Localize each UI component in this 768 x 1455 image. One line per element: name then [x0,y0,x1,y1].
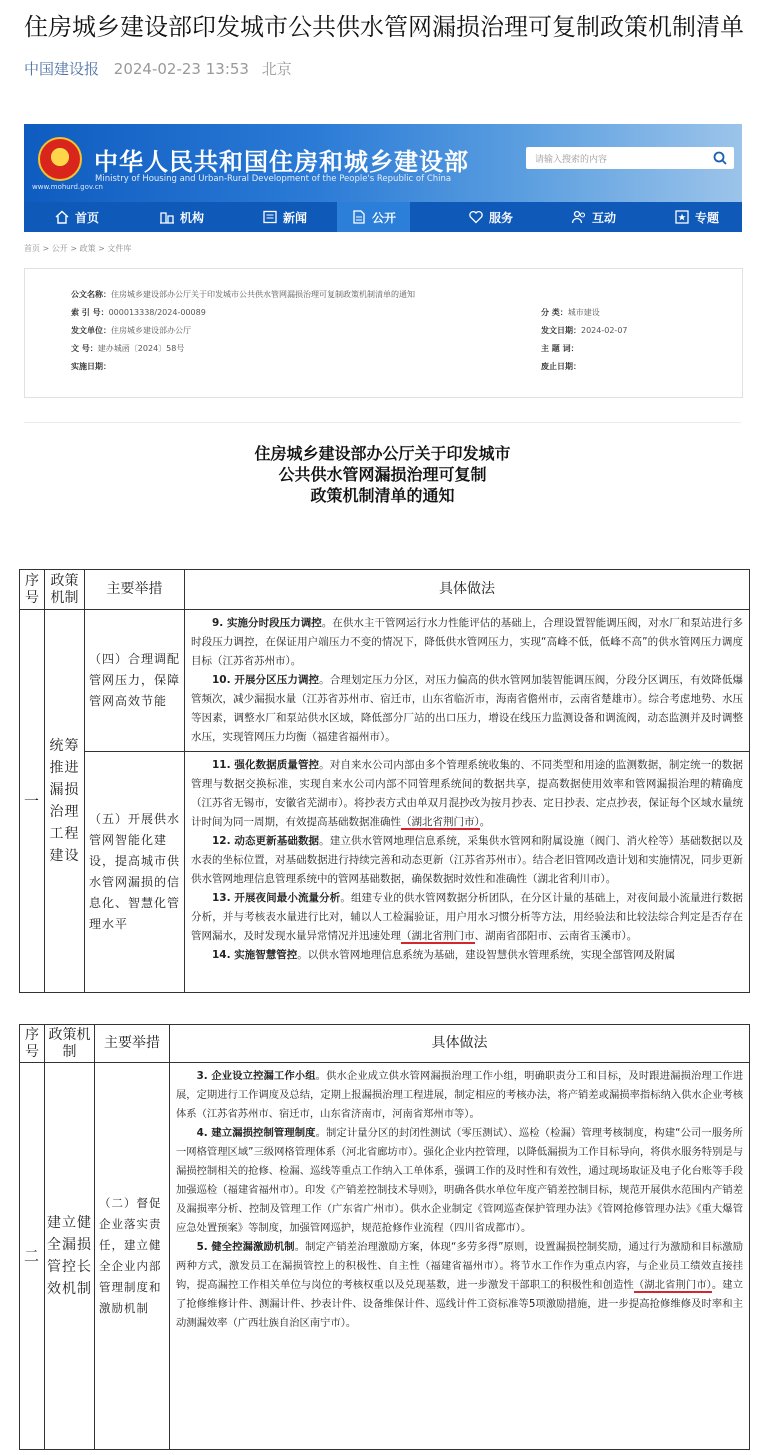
category-cell: 建立健全漏损管控长效机制 [45,1063,95,1450]
seq-cell: 一 [20,610,45,993]
nav-public[interactable]: 公开 [337,202,410,232]
ministry-name-en: Ministry of Housing and Urban-Rural Development of the People's Republic of China [95,174,452,184]
article-meta [24,58,300,79]
detail-item: 5. 健全控漏激励机制。制定产销差治理激励方案，体现“多劳多得”原则，设置漏损控制奖励，通过行为激励和目标激励两种方式，激发员工在漏损管控上的积极性、自主性（福建省福州市）。将节水工作作为重点内容，与企业员工绩效直接挂钩，提高漏控工作相关单位与岗位的考核权重以及兑现基数，进一步激发干部职工的积极性和创造性（湖北省荆门市）。建立了抢修维修计件、测漏计件、抄表计件、设备维保计件、巡线计件工资标准等5项激励措施，进一步提高抢修维修及时率和主动测漏效率（广西壮族自治区南宁市）。 [176,1241,743,1329]
doc-index-row: 索 引 号：000013338/2024-00089 [71,308,206,317]
detail-item: 11. 强化数据质量管控。对自来水公司内部由多个管理系统收集的、不同类型和用途的监测数据，制定统一的数据管理与数据交换标准，实现自来水公司内部不同管理系统间的数据共享，提高数据使用效率和管网漏损治理的精确度（江苏省无锡市，安徽省芜湖市）。将抄表方式由单双月混抄改为按月抄表、定日抄表、定点抄表，保证每个区域水量统计时间为同一周期，有效提高基础数据准确性（湖北省荆门市）。 [191,759,743,828]
header-detail: 具体做法 [170,1025,750,1063]
breadcrumb[interactable]: 首页 > 公开 > 政策 > 文件库 [24,244,132,253]
header-detail: 具体做法 [185,570,750,610]
article-datetime: 2024-02-23 13:53 [113,60,249,78]
detail-cell [170,1063,750,1450]
header-policy: 政策机制 [45,570,85,610]
site-nav [24,202,742,232]
header-seq: 序号 [20,1025,45,1063]
detail-item: 14. 实施智慧管控。以供水管网地理信息系统为基础，建设智慧供水管理系统，实现全部管网及附属 [212,949,676,961]
site-search-input[interactable] [526,147,734,169]
detail-item: 9. 实施分时段压力调控。在供水主干管网运行水力性能评估的基础上，合理设置智能调压阀，对水厂和泵站进行多时段压力调控，在保证用户端压力不变的情况下，降低供水管网压力，实现“高峰不低，低峰不高”的供水管网压力调度目标（江苏省苏州市）。 [191,617,743,667]
detail-item: 13. 开展夜间最小流量分析。组建专业的供水管网数据分析团队，在分区计量的基础上，对夜间最小流量进行数据分析，并与考核表水量进行比对，辅以人工检漏验证，用户用水习惯分析等方法，用经验法和比较法综合判定是否存在管网漏水，及时发现水量异常情况并迅速处理（湖北省荆门市、湖南省邵阳市、云南省玉溪市）。 [191,892,743,942]
doc-topic-row: 主 题 词： [541,344,579,353]
nav-home[interactable]: 首页 [54,202,99,232]
highlight-mark: （湖北省荆门市） [633,1279,712,1291]
policy-table-1 [19,569,750,993]
highlight-mark: （湖北省荆门市 [401,930,475,942]
policy-table-2 [19,1024,750,1450]
building-icon [159,209,175,225]
site-url: www.mohurd.gov.cn [32,183,103,191]
highlight-mark: （湖北省荆门市） [401,816,480,828]
doc-expire-row: 废止日期： [541,362,581,371]
seq-cell: 二 [20,1063,45,1450]
detail-item: 12. 动态更新基础数据。建立供水管网地理信息系统，采集供水管网和附属设施（阀门、消火栓等）基础数据以及水表的坐标位置，对基础数据进行持续完善和动态更新（江苏省苏州市）。结合老旧管网改造计划和实施情况，同步更新供水管网地理信息管理系统中的管网基础数据，确保数据时效性和准确性（湖北省利川市）。 [191,835,743,885]
header-measure: 主要举措 [95,1025,170,1063]
search-placeholder: 请输入搜索的内容 [535,155,608,165]
nav-topic[interactable]: 专题 [674,202,719,232]
article-location: 北京 [261,60,292,78]
document-info-panel [24,268,743,398]
header-policy: 政策机制 [45,1025,95,1063]
header-seq: 序号 [20,570,45,610]
doc-category-row: 分 类：城市建设 [541,308,600,317]
national-emblem-icon [38,137,82,181]
search-icon[interactable] [712,150,728,166]
measure-cell: （二）督促企业落实责任，建立健全企业内部管理制度和激励机制 [95,1063,170,1450]
detail-item: 10. 开展分区压力调控。合理划定压力分区，对压力偏高的供水管网加装智能调压阀，分段分区调压，有效降低爆管频次，减少漏损水量（江苏省苏州市、宿迁市，山东省临沂市，海南省儋州市，云南省楚雄市）。综合考虑地势、水压等因素，调整水厂和泵站供水区域，降低部分厂站的出口压力，增设在线压力监测设备和调流阀，动态监测并及时调整水压，实现管网压力均衡（福建省福州市）。 [191,674,744,743]
category-cell: 统筹推进漏损治理工程建设 [45,610,85,993]
measure-cell: （五）开展供水管网智能化建设，提高城市供水管网漏损的信息化、智慧化管理水平 [85,752,185,993]
ministry-name-cn: 中华人民共和国住房和城乡建设部 [94,148,469,176]
nav-org[interactable]: 机构 [159,202,204,232]
star-box-icon [674,209,690,225]
detail-cell [185,752,750,993]
people-icon [571,209,587,225]
detail-cell [185,610,750,752]
document-icon [351,209,367,225]
nav-interact[interactable]: 互动 [571,202,616,232]
measure-cell: （四）合理调配管网压力，保障管网高效节能 [85,610,185,752]
article-title: 住房城乡建设部印发城市公共供水管网漏损治理可复制政策机制清单 [24,13,744,41]
doc-date-row: 发文日期：2024-02-07 [541,326,628,335]
doc-number-row: 文 号：建办城函〔2024〕58号 [71,344,185,353]
heart-icon [468,209,484,225]
article-source[interactable]: 中国建设报 [24,60,100,78]
doc-name-row: 公文名称：住房城乡建设部办公厅关于印发城市公共供水管网漏损治理可复制政策机制清单的通知 [71,290,415,299]
doc-issuer-row: 发文单位：住房城乡建设部办公厅 [71,326,191,335]
home-icon [54,209,70,225]
detail-item: 4. 建立漏损控制管理制度。制定计量分区的封闭性测试（零压测试）、巡检（检漏）管理考核制度，构建“公司一服务所一网格管理区域”三级网格管理体系（河北省廊坊市）。强化企业内控管理，以降低漏损为工作目标导向，将供水服务特别是与漏损控制相关的抢修、检漏、巡线等重点工作纳入工单体系，强调工作的及时性和有效性，通过现场取证及电子化台账等手段加强巡检（福建省福州市）。印发《产销差控制技术导则》，明确各供水单位年度产销差控制目标，规范开展供水范围内产销差及漏损率分析、控制及管理工作（广东省广州市）。供水企业制定《管网巡查保护管理办法》《管网抢修管理办法》《重大爆管应急处置预案》等制度，加强管网巡护，规范抢修作业流程（四川省成都市）。 [176,1127,743,1234]
nav-service[interactable]: 服务 [468,202,513,232]
doc-effective-row: 实施日期： [71,362,111,371]
header-measure: 主要举措 [85,570,185,610]
news-icon [262,209,278,225]
detail-item: 3. 企业设立控漏工作小组。供水企业成立供水管网漏损治理工作小组，明确职责分工和目标，及时跟进漏损治理工作进展，定期进行工作调度及总结，定期上报漏损治理工程进展，制定相应的考核办法，将产销差或漏损率指标纳入供水企业考核体系（江苏省苏州市、宿迁市，山东省济南市，河南省郑州市等）。 [176,1070,743,1120]
notice-title: 住房城乡建设部办公厅关于印发城市 公共供水管网漏损治理可复制 政策机制清单的通知 [254,444,511,505]
nav-news[interactable]: 新闻 [262,202,307,232]
